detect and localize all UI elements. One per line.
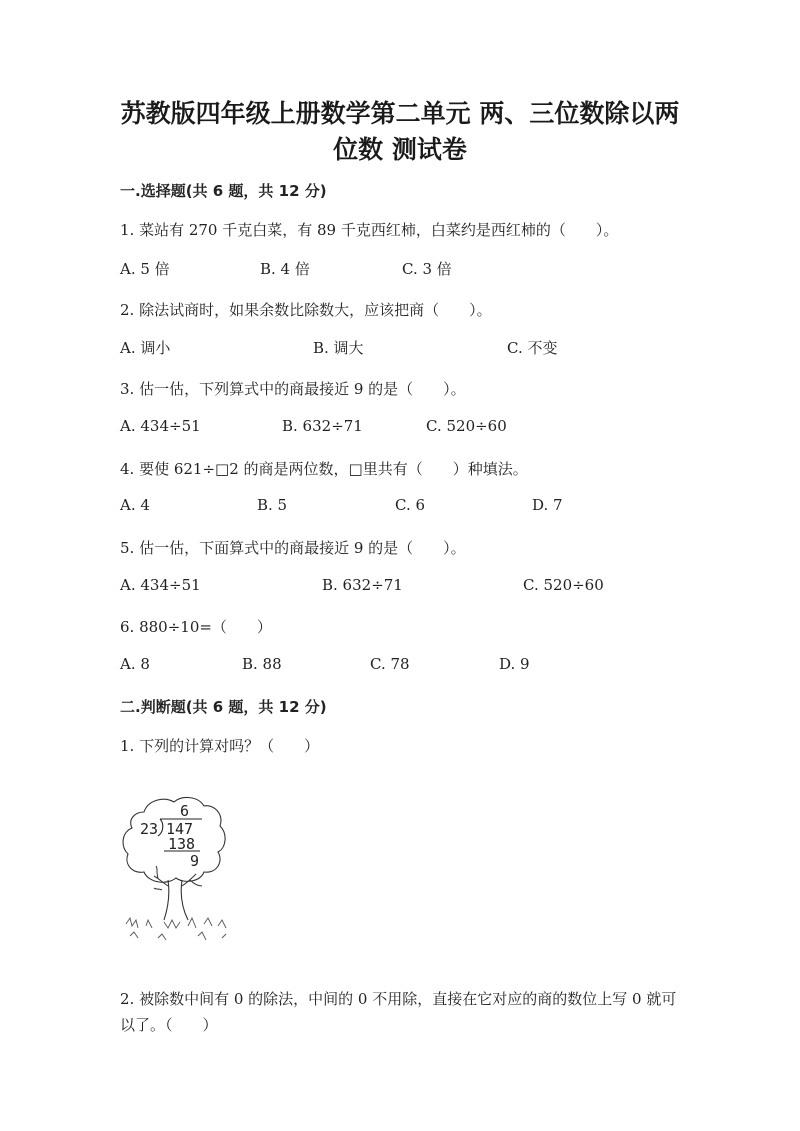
- exam-title: [100, 96, 700, 168]
- question-1: 1. 菜站有 270 千克白菜，有 89 千克西红柿，白菜约是西红柿的（ ）。: [120, 221, 619, 239]
- tree-division-illustration: [118, 794, 238, 944]
- division-divisor: 23: [140, 820, 159, 838]
- question-5: 5. 估一估，下面算式中的商最接近 9 的是（ ）。: [120, 539, 466, 557]
- option[interactable]: B. 调大: [313, 339, 364, 357]
- option[interactable]: C. 520÷60: [426, 417, 507, 435]
- option[interactable]: D. 7: [532, 496, 563, 514]
- option[interactable]: A. 调小: [120, 339, 171, 357]
- option[interactable]: A. 434÷51: [120, 417, 201, 435]
- option[interactable]: C. 520÷60: [523, 576, 604, 594]
- option[interactable]: C. 不变: [507, 339, 558, 357]
- option[interactable]: C. 78: [370, 655, 410, 673]
- exam-title-line1: 苏教版四年级上册数学第二单元 两、三位数除以两: [120, 99, 680, 128]
- option[interactable]: A. 4: [120, 496, 150, 514]
- question-4: 4. 要使 621÷□2 的商是两位数，□里共有（ ）种填法。: [120, 460, 528, 478]
- option[interactable]: A. 8: [120, 655, 150, 673]
- section-heading-judge: 二.判断题(共 6 题，共 12 分): [120, 698, 327, 716]
- option[interactable]: B. 5: [257, 496, 288, 514]
- exam-title-line2: 位数 测试卷: [333, 135, 467, 164]
- option[interactable]: A. 5 倍: [120, 260, 170, 278]
- question-6: 6. 880÷10=（ ）: [120, 618, 272, 636]
- division-bracket: [158, 819, 163, 836]
- division-dividend: 147: [166, 820, 194, 838]
- division-product: 138: [168, 835, 196, 853]
- question-3: 3. 估一估，下列算式中的商最接近 9 的是（ ）。: [120, 380, 466, 398]
- option[interactable]: B. 632÷71: [282, 417, 363, 435]
- option[interactable]: A. 434÷51: [120, 576, 201, 594]
- option[interactable]: B. 632÷71: [322, 576, 403, 594]
- judge-question-1: 1. 下列的计算对吗？（ ）: [120, 737, 320, 755]
- judge-question-2: 2. 被除数中间有 0 的除法，中间的 0 不用除，直接在它对应的商的数位上写 0 就可以了。（ ）: [120, 990, 677, 1034]
- division-remainder: 9: [190, 852, 200, 870]
- division-quotient: 6: [180, 802, 190, 820]
- section-heading-choice: 一.选择题(共 6 题，共 12 分): [120, 182, 327, 200]
- option[interactable]: B. 88: [242, 655, 282, 673]
- question-2: 2. 除法试商时，如果余数比除数大，应该把商（ ）。: [120, 301, 492, 319]
- option[interactable]: D. 9: [499, 655, 530, 673]
- option[interactable]: B. 4 倍: [260, 260, 310, 278]
- option[interactable]: C. 6: [395, 496, 426, 514]
- option[interactable]: C. 3 倍: [402, 260, 452, 278]
